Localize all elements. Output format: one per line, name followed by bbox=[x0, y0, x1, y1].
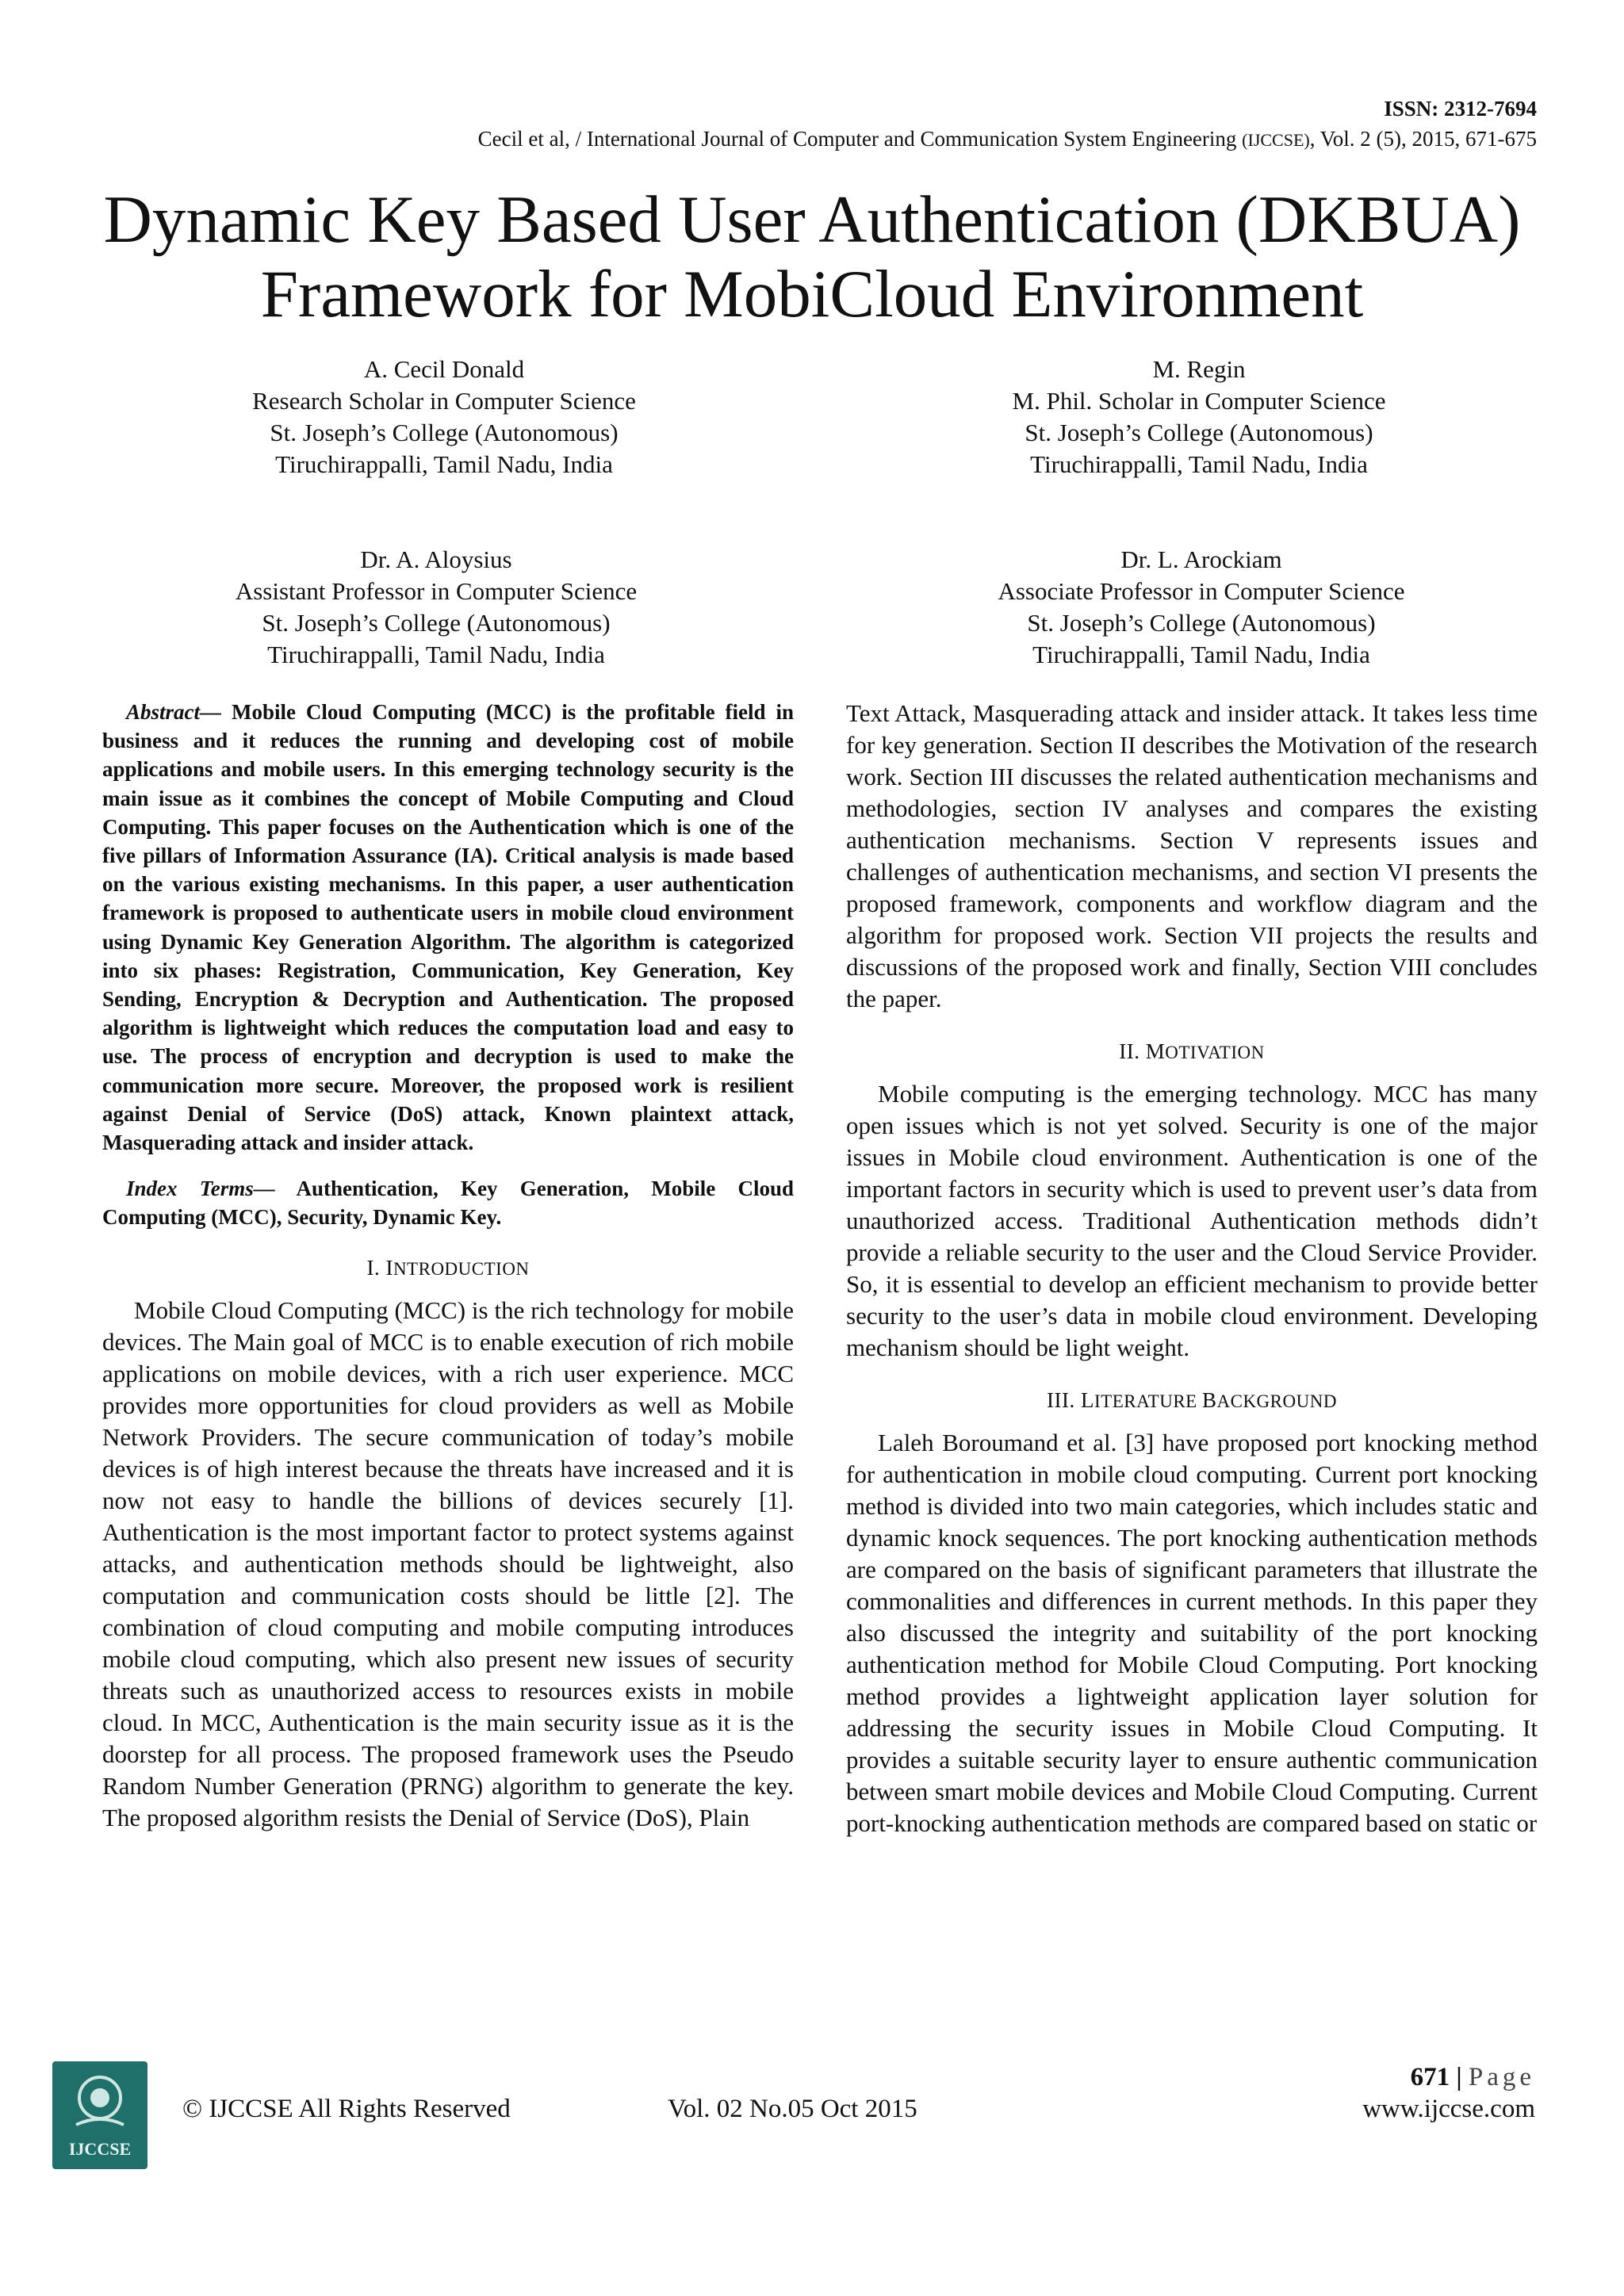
introduction-paragraph: Mobile Cloud Computing (MCC) is the rich technology for mobile devices. The Main goal of MCC is to enable execution of rich mobile applications on mobile devices, with a rich user experience. MCC provides more opportunities for cloud providers as well as Mobile Network Providers. The secure communication of today’s mobile devices is of high interest because the threats have increased and it is now not easy to handle the billions of devices securely [1]. Authentication is the most important factor to protect systems against attacks, and authentication methods should be lightweight, also computation and communication costs should be little [2]. The combination of cloud computing and mobile computing introduces mobile cloud computing, which also present new issues of security threats such as unauthorized access to resources exists in mobile cloud. In MCC, Authentication is the main security issue as it is the doorstep for all process. The proposed framework uses the Pseudo Random Number Generation (PRNG) algorithm to generate the key. The proposed algorithm resists the Denial of Service (DoS), Plain bbox=[102, 1296, 794, 1832]
right-column bbox=[846, 698, 1538, 1839]
author-block-1 bbox=[159, 354, 730, 480]
citation-tail: , Vol. 2 (5), 2015, 671-675 bbox=[1309, 127, 1537, 151]
section-heading-introduction bbox=[102, 1252, 794, 1285]
left-column bbox=[102, 698, 794, 1834]
section-heading-literature bbox=[846, 1384, 1538, 1418]
author-role: Research Scholar in Computer Science bbox=[252, 387, 636, 415]
index-terms-label: Index Terms— bbox=[126, 1177, 275, 1201]
abstract-text: Mobile Cloud Computing (MCC) is the profitable field in business and it reduces the running and developing cost of mobile applications and mobile users. In this emerging technology security is the main issue as it combines the concept of Mobile Computing and Cloud Computing. This paper focuses on the Authentication which is one of the five pillars of Information Assurance (IA). Critical analysis is made based on the various existing mechanisms. In this paper, a user authentication framework is proposed to authenticate users in mobile cloud environment using Dynamic Key Generation Algorithm. The algorithm is categorized into six phases: Registration, Communication, Key Generation, Key Sending, Encryption & Decryption and Authentication. The proposed algorithm is lightweight which reduces the computation load and easy to use. The process of encryption and decryption is used to make the communication more secure. Moreover, the proposed work is resilient against Denial of Service (DoS) attack, Known plaintext attack, Masquerading attack and insider attack. bbox=[102, 700, 794, 1155]
citation-line bbox=[0, 127, 1537, 151]
abstract-label: Abstract— bbox=[126, 700, 222, 724]
author-college: St. Joseph’s College (Autonomous) bbox=[1027, 609, 1376, 637]
author-name: Dr. L. Arockiam bbox=[1120, 545, 1282, 573]
volume-label: Vol. 02 No.05 Oct 2015 bbox=[668, 2095, 917, 2123]
author-college: St. Joseph’s College (Autonomous) bbox=[270, 419, 619, 446]
author-block-4 bbox=[916, 544, 1487, 671]
author-role: Assistant Professor in Computer Science bbox=[235, 577, 638, 605]
page-sep: | bbox=[1450, 2063, 1469, 2091]
page-number bbox=[1411, 2063, 1535, 2092]
introduction-continued: Text Attack, Masquerading attack and insider attack. It takes less time for key generation. Section II describes the Motivation of the research work. Section III discusses the related authentication mechanisms and methodologies, section IV analyses and compares the existing authentication mechanisms. Section V represents issues and challenges of authentication mechanisms, and section VI presents the proposed framework, components and workflow diagram and the algorithm for proposed work. Section VII projects the results and discussions of the proposed work and finally, Section VIII concludes the paper. bbox=[846, 699, 1538, 1012]
heading-num: I. I bbox=[366, 1256, 393, 1280]
heading-rest-2: ACKGROUND bbox=[1216, 1391, 1337, 1411]
author-college: St. Joseph’s College (Autonomous) bbox=[262, 609, 611, 637]
abstract bbox=[102, 698, 794, 1157]
author-place: Tiruchirappalli, Tamil Nadu, India bbox=[275, 450, 613, 478]
journal-logo bbox=[52, 2061, 147, 2169]
section-heading-motivation bbox=[846, 1035, 1538, 1069]
author-name: Dr. A. Aloysius bbox=[360, 545, 512, 573]
author-name: A. Cecil Donald bbox=[363, 355, 525, 383]
author-role: Associate Professor in Computer Science bbox=[998, 577, 1405, 605]
page-num-value: 671 bbox=[1410, 2063, 1450, 2091]
logo-text: IJCCSE bbox=[68, 2139, 132, 2159]
index-terms-text: Authentication, Key Generation, Mobile Cloud Computing (MCC), Security, Dynamic Key. bbox=[102, 1177, 795, 1230]
heading-mid: B bbox=[1201, 1388, 1217, 1412]
citation-main: Cecil et al, / International Journal of Computer and Communication System Engineering bbox=[477, 127, 1243, 151]
author-college: St. Joseph’s College (Autonomous) bbox=[1025, 419, 1373, 446]
copyright-text: © IJCCSE All Rights Reserved bbox=[182, 2095, 511, 2123]
journal-url[interactable]: www.ijccse.com bbox=[1362, 2095, 1535, 2123]
author-place: Tiruchirappalli, Tamil Nadu, India bbox=[1030, 450, 1368, 478]
citation-abbrev: (IJCCSE) bbox=[1242, 130, 1310, 150]
literature-paragraph: Laleh Boroumand et al. [3] have proposed port knocking method for authentication in mobile cloud computing. Current port knocking method is divided into two main categories, which includes static and dynamic knock sequences. The port knocking authentication methods are compared on the basis of significant parameters that illustrate the commonalities and differences in current methods. In this paper they also discussed the integrity and suitability of the port knocking authentication method for Mobile Cloud Computing. Port knocking method provides a lightweight application layer solution for addressing the security issues in Mobile Cloud Computing. It provides a suitable security layer to ensure authentic communication between smart mobile devices and Mobile Cloud Computing. Current port-knocking authentication methods are compared based on static or bbox=[846, 1429, 1538, 1837]
heading-num: III. L bbox=[1047, 1388, 1095, 1412]
author-block-2 bbox=[914, 354, 1484, 480]
paper-title bbox=[48, 182, 1576, 331]
heading-num: II. M bbox=[1119, 1039, 1166, 1063]
heading-rest: ITERATURE bbox=[1094, 1391, 1202, 1411]
author-place: Tiruchirappalli, Tamil Nadu, India bbox=[267, 641, 605, 668]
issn-label: ISSN: 2312-7694 bbox=[1384, 97, 1537, 121]
heading-rest: NTRODUCTION bbox=[393, 1259, 530, 1280]
heading-rest: OTIVATION bbox=[1165, 1043, 1265, 1062]
index-terms bbox=[102, 1174, 794, 1231]
page-word: Page bbox=[1468, 2063, 1535, 2091]
author-name: M. Regin bbox=[1152, 355, 1246, 383]
title-line-1: Dynamic Key Based User Authentication (DKBUA) bbox=[103, 182, 1521, 257]
title-line-2: Framework for MobiCloud Environment bbox=[260, 257, 1364, 331]
author-block-3 bbox=[151, 544, 722, 671]
logo-emblem-icon bbox=[52, 2061, 147, 2169]
author-role: M. Phil. Scholar in Computer Science bbox=[1012, 387, 1386, 415]
author-place: Tiruchirappalli, Tamil Nadu, India bbox=[1032, 641, 1370, 668]
motivation-paragraph: Mobile computing is the emerging technology. MCC has many open issues which is not yet solved. Security is one of the major issues in Mobile cloud environment. Authentication is one of the important factors in security which is used to prevent user’s data from unauthorized access. Traditional Authentication methods didn’t provide a reliable security to the user and the Cloud Service Provider. So, it is essential to develop an efficient mechanism to provide better security to the user’s data in mobile cloud environment. Developing mechanism should be light weight. bbox=[846, 1080, 1538, 1361]
